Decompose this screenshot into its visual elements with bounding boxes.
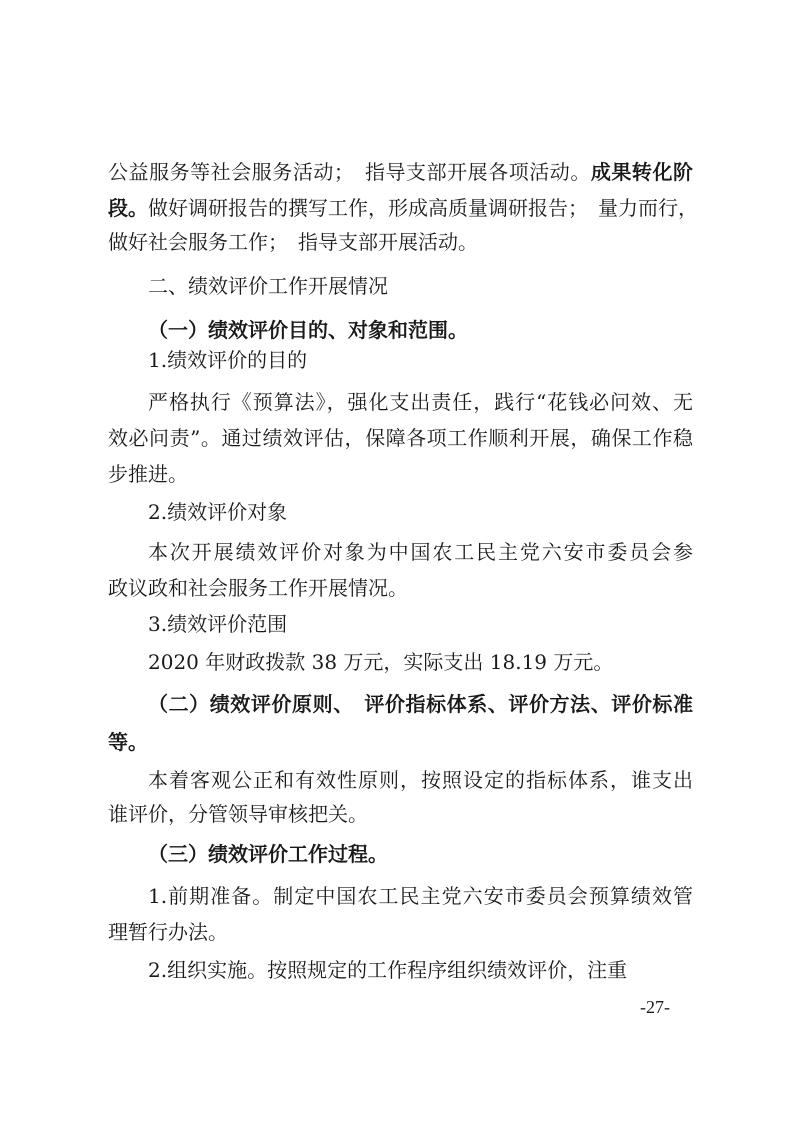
body-line: 公益服务等社会服务活动； 指导支部开展各项活动。成果转化阶 (108, 160, 694, 184)
subsection-heading-continued: 等。 (108, 730, 148, 754)
bold-phrase: 段。 (108, 196, 148, 220)
body-line: 段。做好调研报告的撰写工作，形成高质量调研报告； 量力而行， (108, 196, 698, 220)
subsection-heading: （一）绩效评价目的、对象和范围。 (148, 318, 468, 342)
body-line: 2020 年财政拨款 38 万元，实际支出 18.19 万元。 (148, 650, 614, 674)
item-heading: 2.绩效评价对象 (148, 500, 288, 524)
subsection-heading: （二）绩效评价原则、 评价指标体系、评价方法、评价标准 (148, 692, 693, 716)
body-line: 理暂行办法。 (108, 920, 228, 944)
body-line: 本着客观公正和有效性原则，按照设定的指标体系，谁支出 (148, 768, 693, 792)
section-heading: 二、绩效评价工作开展情况 (148, 274, 388, 298)
bold-phrase: 成果转化阶 (590, 160, 694, 184)
item-heading: 3.绩效评价范围 (148, 612, 288, 636)
body-line: 谁评价，分管领导审核把关。 (108, 802, 368, 826)
body-line: 步推进。 (108, 462, 188, 486)
body-line: 政议政和社会服务工作开展情况。 (108, 576, 408, 600)
body-line: 效必问责”。通过绩效评估，保障各项工作顺利开展，确保工作稳 (108, 426, 693, 450)
body-line: 做好社会服务工作； 指导支部开展活动。 (108, 230, 478, 254)
subsection-heading: （三）绩效评价工作过程。 (148, 842, 388, 866)
body-line: 严格执行《预算法》，强化支出责任，践行“花钱必问效、无 (148, 390, 693, 414)
body-line: 1.前期准备。制定中国农工民主党六安市委员会预算绩效管 (148, 884, 693, 908)
body-line: 2.组织实施。按照规定的工作程序组织绩效评价，注重 (148, 958, 628, 982)
item-heading: 1.绩效评价的目的 (148, 348, 308, 372)
page-number: -27- (640, 997, 670, 1017)
body-line: 本次开展绩效评价对象为中国农工民主党六安市委员会参 (148, 540, 693, 564)
